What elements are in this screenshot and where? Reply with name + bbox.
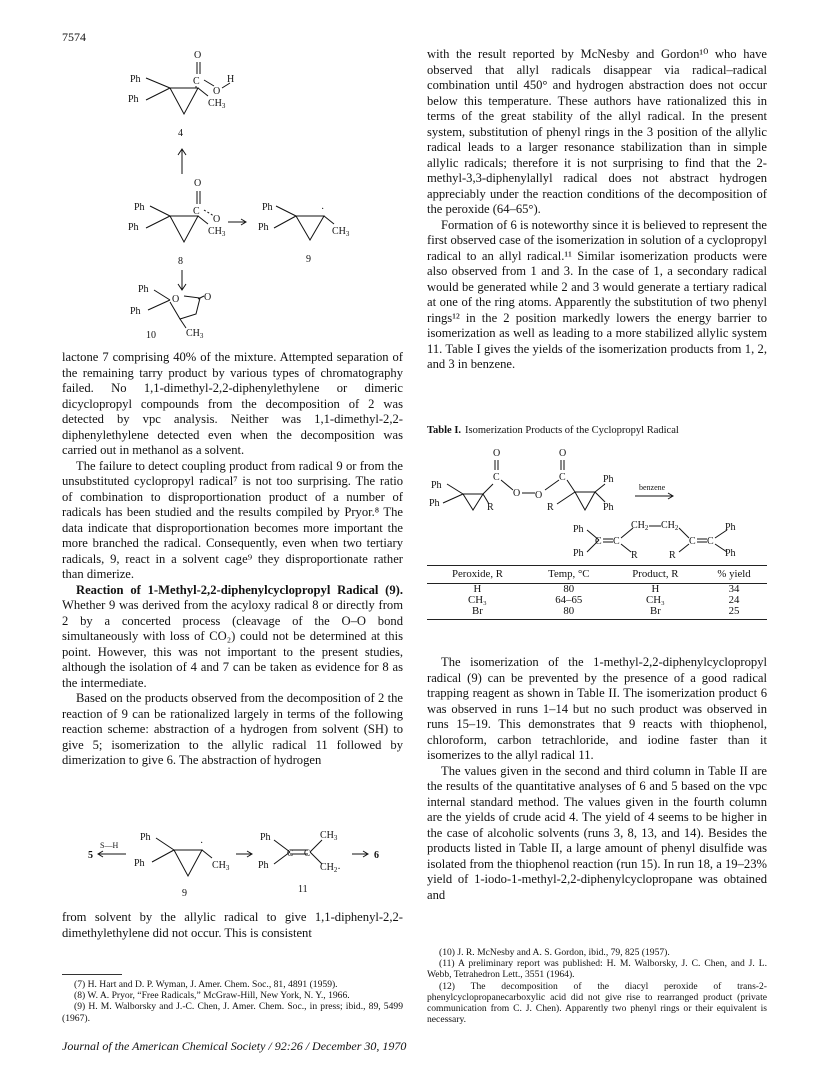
- table-label: Table I.: [427, 425, 462, 436]
- footnote: (12) The decomposition of the diacyl peroxide of trans-2-phenylcyclopropanecarboxylic acid did not give rise to rearranged product (private communication from C. J. Chen). Apparently two phenyl rings or their equivalent is necessary.: [427, 980, 767, 1026]
- svg-text:Ph: Ph: [429, 498, 440, 509]
- table-cell: 24: [728, 594, 740, 606]
- footnote: (7) H. Hart and D. P. Wyman, J. Amer. Chem. Soc., 81, 4891 (1959).: [74, 979, 338, 990]
- solvent-label: benzene: [639, 483, 666, 492]
- svg-text:CH3: $CH_3$: [208, 98, 226, 110]
- footnote: (11) A preliminary report was published: H. M. Walborsky, J. C. Chen, and J. L. Webb, Tetrahedron Lett., 3551 (1964).: [427, 958, 767, 981]
- footnote: (10) J. R. McNesby and A. S. Gordon, ibid., 79, 825 (1957).: [439, 947, 670, 958]
- table-cell: 34: [728, 583, 740, 595]
- svg-text:Ph: Ph: [603, 474, 614, 485]
- column-header: Temp, °C: [528, 566, 610, 584]
- label-6: 6: [374, 850, 379, 861]
- structure-10: [130, 284, 211, 341]
- svg-text:CH3: $CH_3$: [186, 328, 204, 340]
- svg-text:Ph: Ph: [262, 202, 273, 213]
- svg-text:Ph: Ph: [130, 74, 141, 85]
- svg-text:Ph: Ph: [134, 858, 145, 869]
- svg-text:O: O: [535, 490, 543, 501]
- svg-text:CH3: $CH_3$: [320, 830, 338, 842]
- svg-text:O: O: [213, 214, 221, 225]
- paragraph: lactone 7 comprising 40% of the mixture. Attempted separation of the remaining tarry product by various types of chromatography failed. No 1,1-dimethyl-2,2-diphenylethylene or dimeric dicyclopropyl compounds from the decomposition of 2 was detected by vpc analysis. Neither was 1,1-dimethyl-2,2-diphenylethylene detected even when the decomposition was carried out in methanol as a solvent.: [62, 350, 403, 457]
- svg-text:CH2·: $CH_2\cdot$: [320, 862, 341, 875]
- table-cell: Br: [610, 606, 701, 620]
- column-header: % yield: [701, 566, 767, 584]
- table-row: [427, 606, 767, 620]
- svg-text:Ph: Ph: [260, 832, 271, 843]
- svg-text:O: O: [194, 50, 202, 61]
- svg-text:Ph: Ph: [603, 502, 614, 513]
- page-number: 7574: [62, 30, 86, 44]
- label-9: 9: [306, 254, 311, 265]
- svg-text:O: O: [204, 292, 212, 303]
- paragraph: The isomerization of the 1-methyl-2,2-diphenylcyclopropyl radical (9) can be prevented by the presence of a good radical trapping reagent as shown in Table II. The isomerization product 6 was observed in runs 1–14 but no such product was observed in runs 15–19. This demonstrates that 9 reacts with thiophenol, chloroform, carbon tetrachloride, and iodine faster than it isomerizes to the allyl radical 11.: [427, 655, 767, 762]
- svg-text:C: C: [287, 848, 294, 858]
- footnote-rule: [62, 974, 122, 975]
- footnote: (9) H. M. Walborsky and J.-C. Chen, J. Amer. Chem. Soc., in press; ibid., 89, 5499 (1967).: [62, 1001, 403, 1024]
- table-cell: H: [473, 583, 482, 595]
- svg-text:R: R: [631, 550, 638, 561]
- svg-text:O: O: [194, 178, 202, 189]
- svg-text:O: O: [493, 448, 501, 459]
- left-column-continuation: [62, 910, 403, 941]
- svg-text:CH3: $CH_3$: [208, 226, 226, 238]
- table-cell: H: [651, 583, 660, 595]
- svg-text:Ph: Ph: [128, 222, 139, 233]
- table-caption-text: Isomerization Products of the Cyclopropyl Radical: [465, 425, 679, 436]
- svg-text:H: H: [227, 74, 235, 85]
- label-8: 8: [178, 256, 183, 267]
- label-10: 10: [146, 330, 156, 341]
- table-cell: 80: [563, 583, 575, 595]
- table-1: [427, 565, 767, 620]
- footnotes-left: [62, 972, 403, 1024]
- left-column-text: [62, 350, 403, 769]
- structure-9: [258, 202, 350, 265]
- svg-text:Ph: Ph: [258, 860, 269, 871]
- svg-text:C: C: [493, 472, 500, 483]
- label-9b: 9: [182, 888, 187, 899]
- svg-text:Ph: Ph: [725, 522, 736, 533]
- table-cell: 25: [701, 606, 767, 620]
- footnote: (8) W. A. Pryor, “Free Radicals,” McGraw-Hill, New York, N. Y., 1966.: [74, 990, 350, 1002]
- svg-text:C: C: [193, 76, 200, 87]
- svg-text:·: ·: [321, 204, 325, 215]
- svg-text:C: C: [613, 536, 620, 547]
- right-column-text: [427, 47, 767, 373]
- table-cell: 64–65: [555, 594, 583, 606]
- table-cell: CH₃: [468, 594, 487, 606]
- svg-text:C: C: [707, 536, 714, 547]
- label-11: 11: [298, 884, 308, 895]
- column-header: Peroxide, R: [427, 566, 528, 584]
- svg-text:O: O: [213, 86, 221, 97]
- column-header: Product, R: [610, 566, 701, 584]
- svg-text:Ph: Ph: [725, 548, 736, 559]
- footnotes-right: [427, 947, 767, 1025]
- svg-text:O: O: [513, 488, 521, 499]
- svg-text:Ph: Ph: [134, 202, 145, 213]
- svg-text:R: R: [547, 502, 554, 513]
- svg-text:O: O: [559, 448, 567, 459]
- svg-text:C: C: [193, 206, 200, 217]
- svg-text:C: C: [689, 536, 696, 547]
- svg-text:Ph: Ph: [128, 94, 139, 105]
- paragraph: Formation of 6 is noteworthy since it is believed to represent the first observed case of the isomerization in solution of a cyclopropyl radical to an allyl radical.¹¹ Similar isomerization products were also observed from 1 and 3. In the case of 1, a secondary radical would be generated while 2 and 3 would generate a tertiary radical at one of the ring atoms. Apparently the substitution of two phenyl rings¹² in the 2 position markedly lowers the energy barrier to isomerization as well as leading to a more stabilized allylic system 11. Table I gives the yields of the isomerization products from 1, 2, and 3 in benzene.: [427, 217, 767, 371]
- svg-text:CH2: $CH_2$: [631, 520, 649, 532]
- structure-4: [128, 50, 234, 139]
- svg-text:C: C: [559, 472, 566, 483]
- reaction-scheme-top: [62, 44, 402, 344]
- table-cell: CH₃: [646, 594, 665, 606]
- svg-text:CH2: $CH_2$: [661, 520, 679, 532]
- table-cell: Br: [427, 606, 528, 620]
- table-cell: 80: [528, 606, 610, 620]
- paragraph: Based on the products observed from the decomposition of 2 the reaction of 9 can be rationalized largely in terms of the following reaction scheme: abstraction of a hydrogen from solvent (SH) to give 5; isomerization to the allylic radical 11 followed by dimerization to give 6. The abstraction of hydrogen: [62, 691, 403, 767]
- svg-text:R: R: [487, 502, 494, 513]
- right-column-text-bottom: [427, 655, 767, 903]
- structure-8: [128, 178, 226, 267]
- svg-text:·: ·: [200, 838, 204, 849]
- svg-text:Ph: Ph: [573, 548, 584, 559]
- svg-text:C: C: [304, 848, 311, 858]
- table-header-row: [427, 566, 767, 584]
- svg-text:Ph: Ph: [130, 306, 141, 317]
- paragraph: The values given in the second and third column in Table II are the results of the quantitative analyses of 6 and 5 based on the vpc internal standard method. The values given in the fourth column are the yields of crude acid 4. The yield of 4 seems to be higher in the case of alcoholic solvents (runs 3, 8, 13, and 14). Besides the products listed in Table II, a large amount of phenyl disulfide was isolated from the thiophenol reaction (run 15). In run 18, a 19–23% yield of 1-iodo-1-methyl-2,2-diphenylcyclopropane was obtained and: [427, 763, 767, 902]
- label-5: 5: [88, 850, 93, 861]
- svg-text:Ph: Ph: [138, 284, 149, 295]
- svg-text:CH3: $CH_3$: [212, 860, 230, 872]
- reagent-label: S—H: [100, 841, 119, 850]
- paragraph: The failure to detect coupling product from radical 9 or from the unsubstituted cyclopropyl radical⁷ is not too surprising. The ratio of combination to disproportionation product of a number of radicals has been studied and the results compiled by Pryor.⁸ The data indicate that disproportionation becomes more important the more branched the radical. Consequently, even when two tertiary radicals, 9, react in a solvent cage⁹ they disproportionate rather than dimerize.: [62, 458, 403, 581]
- svg-text:O: O: [172, 294, 180, 305]
- paragraph: Whether 9 was derived from the acyloxy radical 8 or directly from 2 by a concerted process (cleavage of the O–O bond simultaneously with loss of CO₂) could not be determined at this point. However, this was not important to the present studies, although the isolation of 4 and 7 can be taken as evidence for 8 as the intermediate.: [62, 598, 403, 690]
- table-scheme: [427, 448, 767, 560]
- svg-text:C: C: [595, 536, 602, 547]
- svg-text:Ph: Ph: [431, 480, 442, 491]
- reaction-scheme-bottom: [62, 828, 402, 908]
- svg-text:Ph: Ph: [258, 222, 269, 233]
- label-4: 4: [178, 128, 183, 139]
- svg-text:Ph: Ph: [573, 524, 584, 535]
- svg-text:R: R: [669, 550, 676, 561]
- table-caption: [427, 425, 679, 436]
- svg-text:CH3: $CH_3$: [332, 226, 350, 238]
- section-heading: Reaction of 1-Methyl-2,2-diphenylcyclopropyl Radical (9).: [76, 582, 403, 597]
- paragraph: with the result reported by McNesby and Gordon¹⁰ who have observed that allyl radicals disappear via radical–radical combination until 450° and hydrogen abstraction does not occur below this temperature. These authors have rationalized this in terms of the great stability of the allyl radical. In the present system, substitution of phenyl rings in the 3 position of the allylic radical leads to a larger resonance stabilization than in simple allylic radicals; therefore it is not surprising to find that the 2-methyl-3,3-diphenylallyl radical does not abstract hydrogen appreciably under the reaction conditions of the decomposition of the peroxide (64–65°).: [427, 47, 767, 216]
- paragraph: from solvent by the allylic radical to give 1,1-diphenyl-2,2-dimethylethylene did not occur. This is consistent: [62, 910, 403, 940]
- svg-text:Ph: Ph: [140, 832, 151, 843]
- journal-footer: Journal of the American Chemical Society / 92:26 / December 30, 1970: [62, 1039, 407, 1053]
